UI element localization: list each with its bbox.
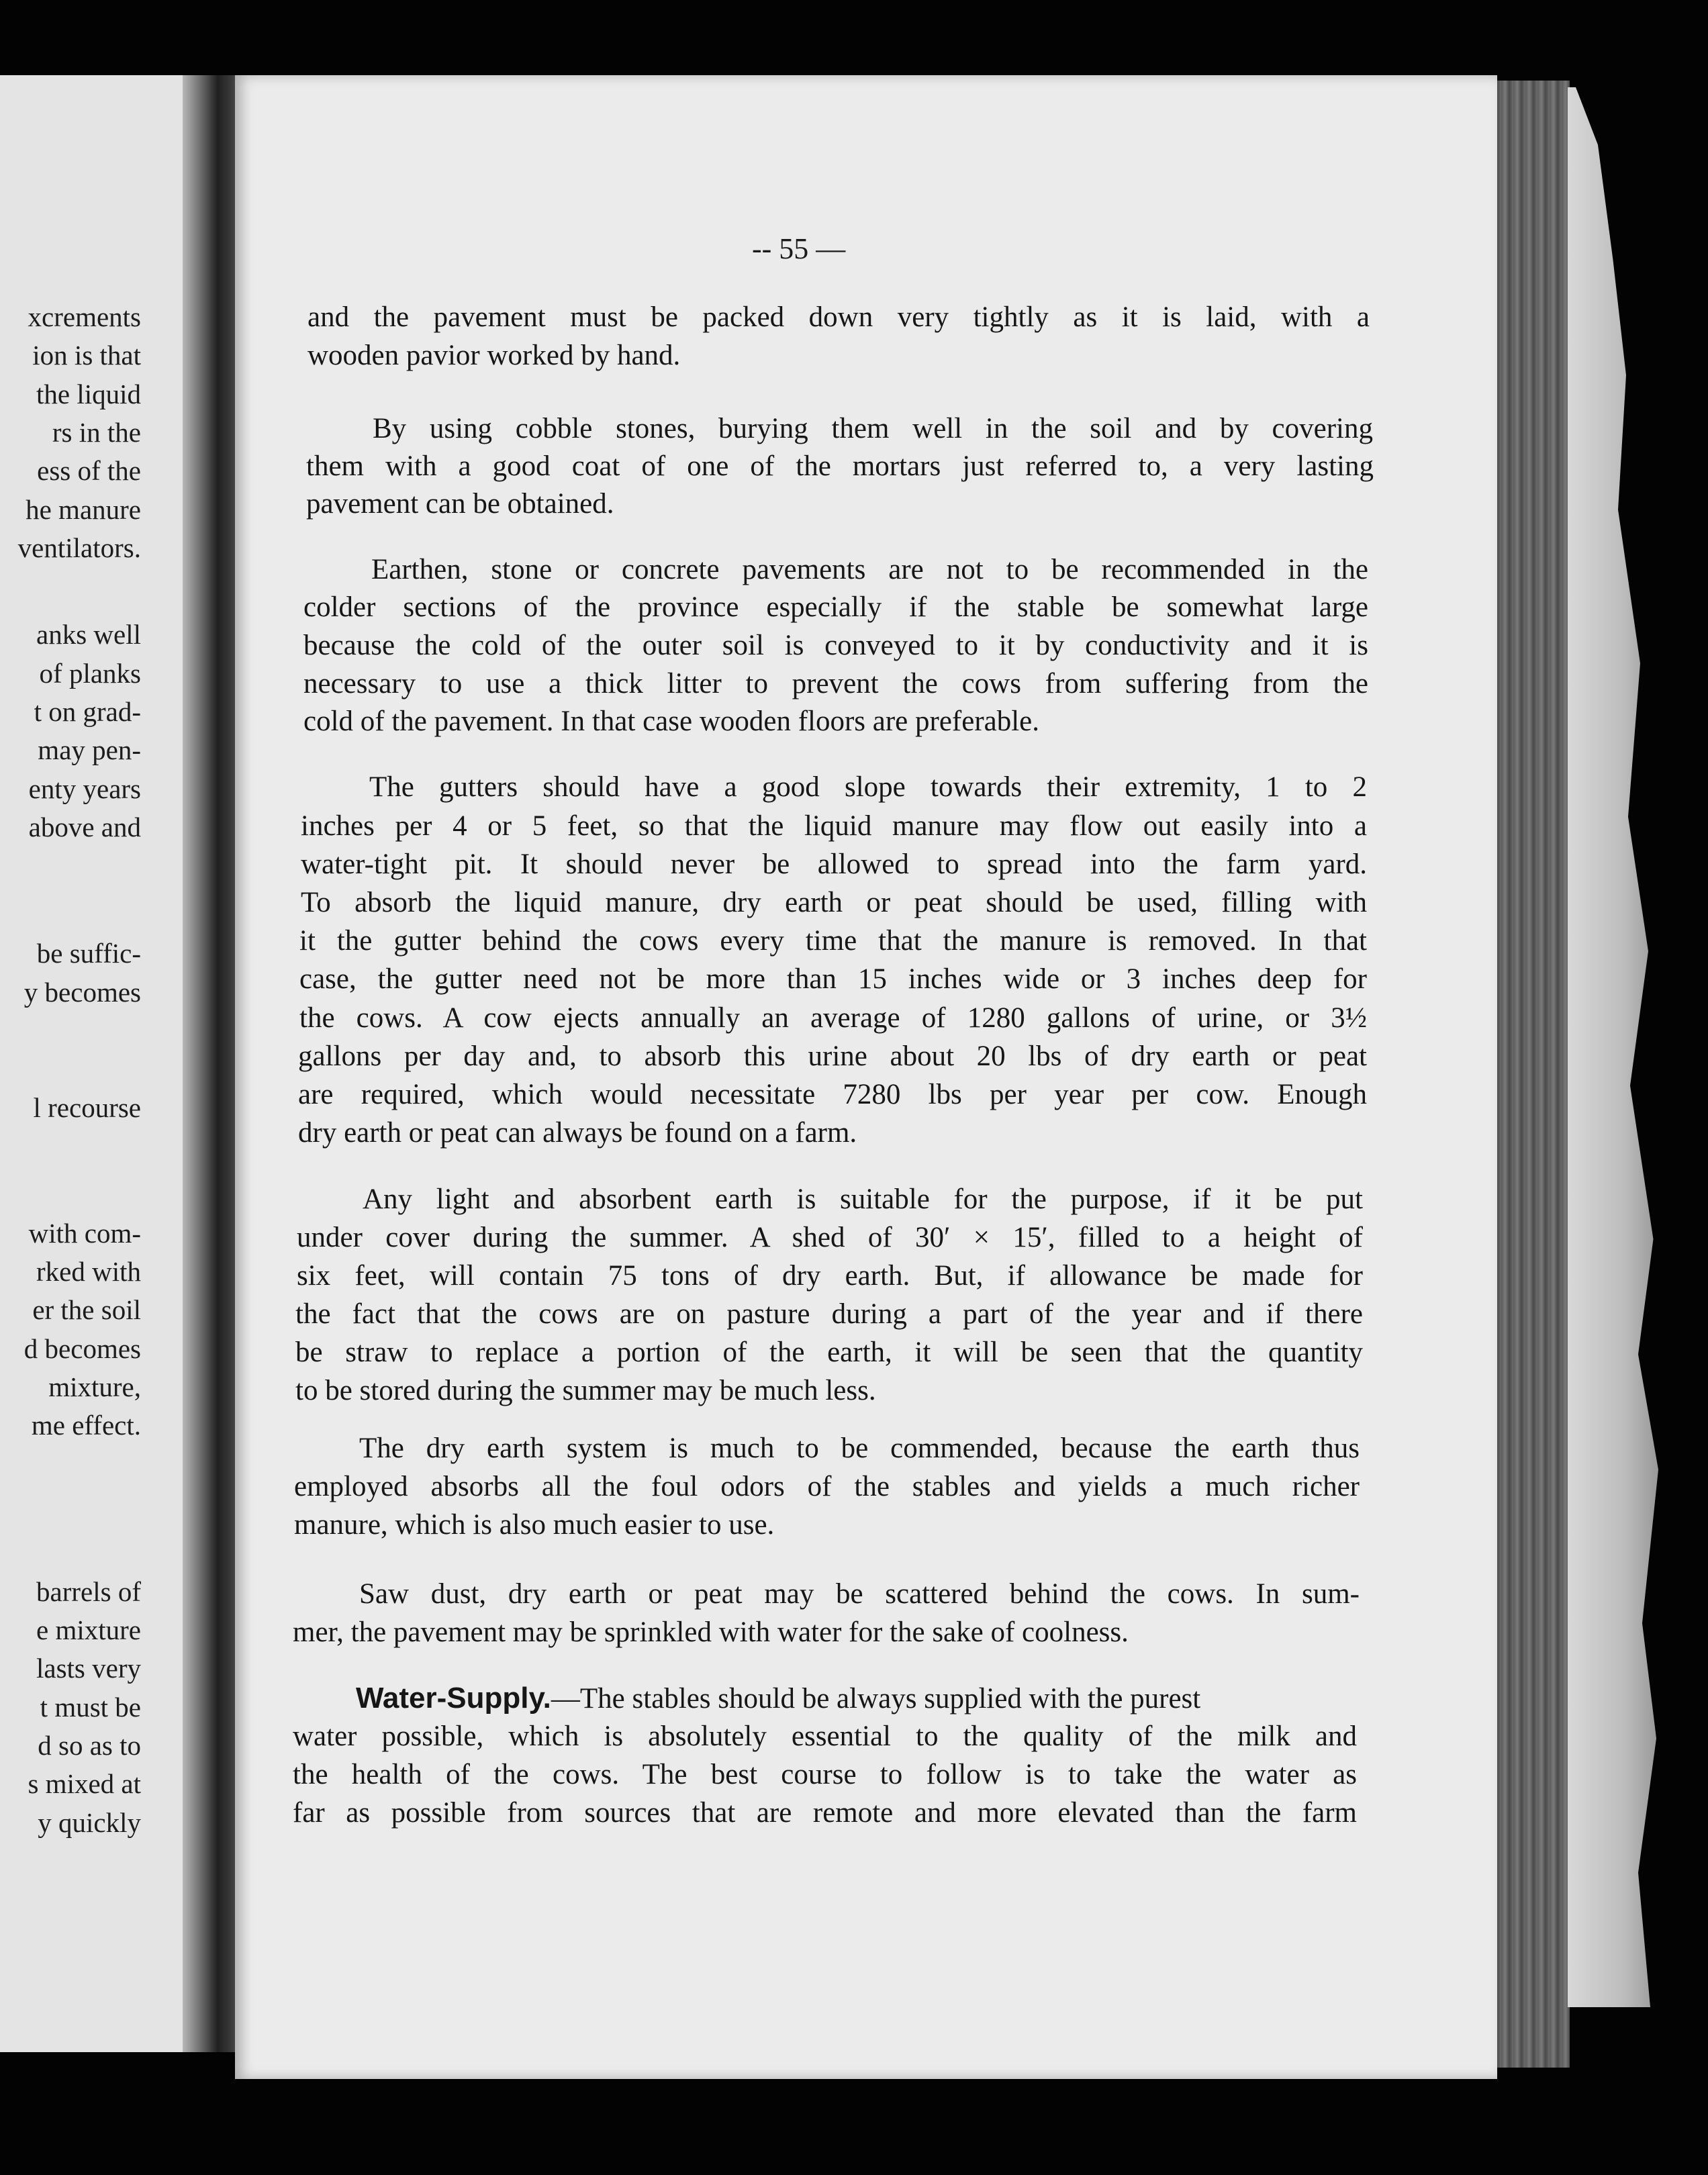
body-text-line: gallons per day and, to absorb this urine about 20 lbs of dry earth or peat xyxy=(298,1041,1367,1072)
body-text-line: Any light and absorbent earth is suitable for the purpose, if it be put xyxy=(363,1183,1363,1215)
body-text-line: are required, which would necessitate 7280 lbs per year per cow. Enough xyxy=(298,1079,1367,1110)
page-block-edges xyxy=(1489,81,1570,2068)
left-page-line: anks well xyxy=(36,619,141,650)
body-text-line: because the cold of the outer soil is conveyed to it by conductivity and it is xyxy=(303,630,1368,661)
left-page-line: d so as to xyxy=(38,1730,141,1761)
water-supply-line xyxy=(356,1682,1200,1715)
body-text-line: Earthen, stone or concrete pavements are not to be recommended in the xyxy=(371,554,1368,585)
body-text-line: cold of the pavement. In that case wooden floors are preferable. xyxy=(303,706,1040,737)
left-page-line: above and xyxy=(28,812,141,842)
body-text-line: be straw to replace a portion of the earth, it will be seen that the quantity xyxy=(295,1337,1363,1368)
left-page-line: rked with xyxy=(36,1256,141,1287)
body-text-line: and the pavement must be packed down very tightly as it is laid, with a xyxy=(307,301,1370,333)
left-page-line: xcrements xyxy=(28,301,141,332)
left-page-line: be suffic- xyxy=(36,938,141,969)
body-text-line: water-tight pit. It should never be allowed to spread into the farm yard. xyxy=(301,849,1367,880)
body-text-line: wooden pavior worked by hand. xyxy=(307,340,681,371)
body-text-line: inches per 4 or 5 feet, so that the liquid manure may flow out easily into a xyxy=(301,810,1367,842)
left-page-line: he manure xyxy=(26,494,141,525)
left-page-line: mixture, xyxy=(48,1371,141,1402)
body-text-line: Saw dust, dry earth or peat may be scattered behind the cows. In sum- xyxy=(359,1578,1360,1610)
body-text-line: to be stored during the summer may be much less. xyxy=(295,1375,876,1406)
body-text-line: under cover during the summer. A shed of 30′ × 15′, filled to a height of xyxy=(297,1222,1363,1253)
left-page-line: rs in the xyxy=(52,417,141,448)
left-page-line: y quickly xyxy=(38,1807,141,1838)
body-text-line: water possible, which is absolutely essential to the quality of the milk and xyxy=(293,1721,1357,1752)
section-heading-continuation: —The stables should be always supplied with the purest xyxy=(551,1683,1201,1714)
left-page-line: t on grad- xyxy=(34,696,141,727)
body-text-line: them with a good coat of one of the mortars just referred to, a very lasting xyxy=(306,450,1374,482)
body-text-line: it the gutter behind the cows every time that the manure is removed. In that xyxy=(299,925,1367,957)
body-text-line: dry earth or peat can always be found on a farm. xyxy=(298,1117,857,1149)
left-page-line: y becomes xyxy=(23,977,141,1008)
body-text-line: the fact that the cows are on pasture during a part of the year and if there xyxy=(295,1298,1363,1330)
section-heading: Water-Supply. xyxy=(356,1682,551,1714)
body-text-line: The dry earth system is much to be commended, because the earth thus xyxy=(359,1433,1360,1464)
torn-paper-edge xyxy=(1568,87,1668,2007)
left-page-line: enty years xyxy=(28,773,141,804)
body-text-line: By using cobble stones, burying them well in the soil and by covering xyxy=(373,413,1373,444)
body-text-line: the health of the cows. The best course to follow is to take the water as xyxy=(293,1759,1357,1790)
left-page-line: s mixed at xyxy=(28,1768,141,1799)
left-page-line: er the soil xyxy=(32,1294,141,1325)
body-text-line: employed absorbs all the foul odors of the stables and yields a much richer xyxy=(294,1471,1360,1502)
body-text-line: mer, the pavement may be sprinkled with water for the sake of coolness. xyxy=(293,1616,1129,1648)
left-page-line: of planks xyxy=(39,658,141,689)
left-page-line: with com- xyxy=(28,1218,141,1249)
left-page-line: ion is that xyxy=(32,340,141,371)
left-page-line: d becomes xyxy=(23,1333,141,1364)
body-text-line: necessary to use a thick litter to prevent the cows from suffering from the xyxy=(303,668,1368,699)
left-page-line: t must be xyxy=(40,1692,141,1723)
body-text-line: colder sections of the province especially if the stable be somewhat large xyxy=(303,591,1368,623)
left-page-line: lasts very xyxy=(36,1653,141,1684)
body-text-line: the cows. A cow ejects annually an average of 1280 gallons of urine, or 3½ xyxy=(299,1002,1367,1034)
left-page-line: l recourse xyxy=(33,1092,141,1123)
body-text-line: far as possible from sources that are remote and more elevated than the farm xyxy=(293,1797,1357,1829)
body-text-line: To absorb the liquid manure, dry earth or peat should be used, filling with xyxy=(301,887,1367,918)
left-page-line: me effect. xyxy=(31,1410,141,1441)
left-page-line: the liquid xyxy=(36,379,141,409)
page-number: -- 55 — xyxy=(752,232,846,265)
body-text-line: manure, which is also much easier to use. xyxy=(294,1509,775,1541)
body-text-line: The gutters should have a good slope towards their extremity, 1 to 2 xyxy=(369,771,1367,803)
left-page-line: ventilators. xyxy=(17,532,141,563)
left-facing-page xyxy=(0,75,185,2052)
left-page-line: may pen- xyxy=(38,734,141,765)
body-text-line: case, the gutter need not be more than 15 inches wide or 3 inches deep for xyxy=(299,963,1367,995)
left-page-line: ess of the xyxy=(37,455,141,486)
body-text-line: pavement can be obtained. xyxy=(306,488,614,520)
left-page-line: e mixture xyxy=(36,1614,141,1645)
body-text-line: six feet, will contain 75 tons of dry earth. But, if allowance be made for xyxy=(297,1260,1363,1292)
left-page-line: barrels of xyxy=(36,1576,141,1607)
